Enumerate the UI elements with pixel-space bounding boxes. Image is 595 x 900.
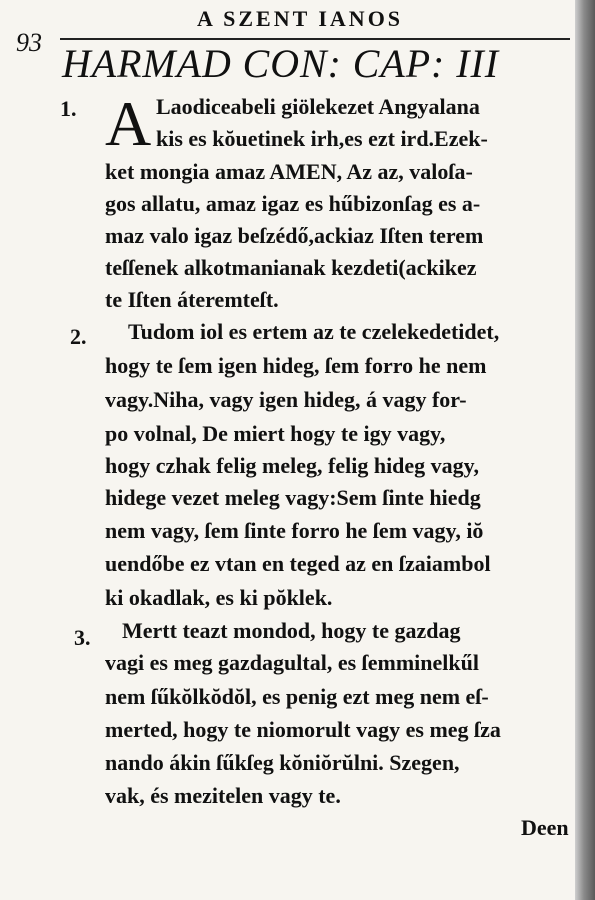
text-line: po volnal, De miert hogy te igy vagy, [105,421,446,446]
text-line: Tudom iol es ertem az te czelekedetidet, [128,319,500,344]
page-number: 93 [16,28,42,57]
text-line: hogy czhak felig meleg, felig hideg vagy, [105,453,479,478]
text-line: ki okadlak, es ki pŏklek. [105,585,333,610]
text-line: gos allatu, amaz igaz es hűbizonſag es a- [105,191,481,216]
text-line: Mertt teazt mondod, hogy te gazdag [122,618,461,643]
text-line: nem ſűkŏlkŏdŏl, es penig ezt meg nem eſ- [105,684,489,709]
text-line: vagi es meg gazdagultal, es ſemminelkűl [105,650,479,675]
running-head: A SZENT IANOS [196,6,404,31]
text-line: uendőbe ez vtan en teged az en ſzaiambol [105,551,491,576]
text-line: hidege vezet meleg vagy:Sem ſinte hiedg [105,485,481,510]
text-line: hogy te ſem igen hideg, ſem forro he nem [105,353,487,378]
verse-number: 1. [60,96,77,121]
text-line: kis es kŏuetinek irh,es ezt ird.Ezek- [156,126,488,151]
text-line: vak, és mezitelen vagy te. [105,783,341,808]
text-line: teſſenek alkotmanianak kezdeti(ackikez [105,255,477,280]
text-line: ket mongia amaz AMEN, Az az, valoſa- [105,159,473,184]
text-line: te Iſten áteremteſt. [105,287,279,312]
verse-number: 3. [74,625,91,650]
text-line: nem vagy, ſem ſinte forro he ſem vagy, iŏ [105,518,484,543]
text-line: nando ákin ſűkſeg kŏniŏrŭlni. Szegen, [105,750,460,775]
text-line: vagy.Niha, vagy igen hideg, á vagy for- [105,387,467,412]
text-line: Laodiceabeli giölekezet Angyalana [156,94,480,119]
catchword: Deen [521,815,569,840]
verse-number: 2. [70,324,87,349]
chapter-heading: HARMAD CON: CAP: III [62,41,500,86]
text-line: maz valo igaz beſzédő,ackiaz Iſten terem [105,223,484,248]
page-edge-shadow [575,0,595,900]
text-line: merted, hogy te niomorult vagy es meg ſza [105,717,501,742]
drop-cap: A [105,88,152,159]
